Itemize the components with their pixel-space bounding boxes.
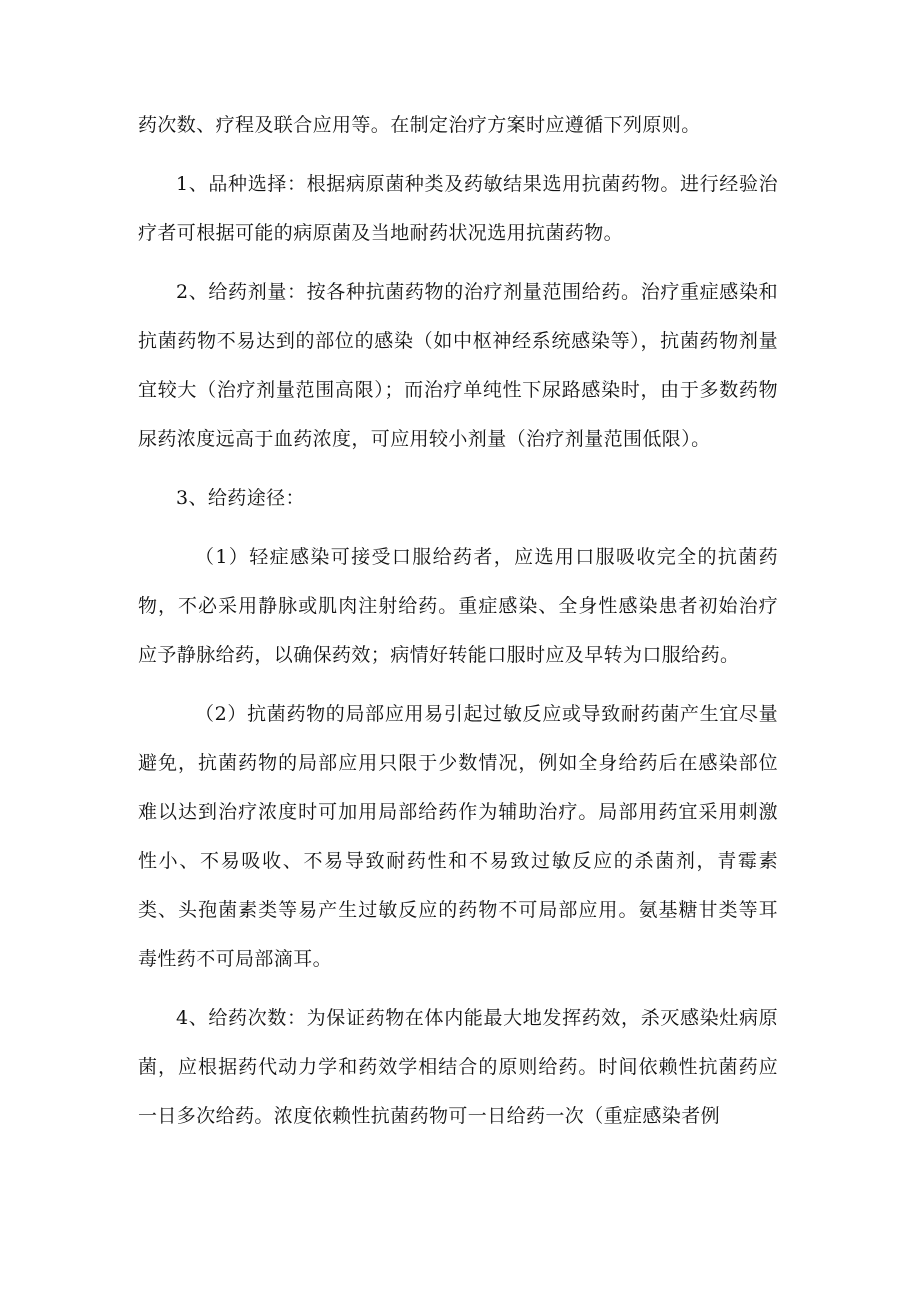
paragraph-frequency: 4、给药次数：为保证药物在体内能最大地发挥药效，杀灭感染灶病原菌，应根据药代动力学和药效学相结合的原则给药。时间依赖性抗菌药应一日多次给药。浓度依赖性抗菌药物可一日给药一次（重症感染者例 bbox=[138, 1007, 778, 1127]
paragraph-route-oral: （1）轻症感染可接受口服给药者，应选用口服吸收完全的抗菌药物，不必采用静脉或肌肉注射给药。重症感染、全身性感染患者初始治疗应予静脉给药，以确保药效；病情好转能口服时应及早转为口服给药。 bbox=[138, 546, 778, 666]
paragraph-drug-selection: 1、品种选择：根据病原菌种类及药敏结果选用抗菌药物。进行经验治疗者可根据可能的病原菌及当地耐药状况选用抗菌药物。 bbox=[138, 173, 778, 244]
document-body bbox=[138, 101, 778, 1141]
paragraph-dosage: 2、给药剂量：按各种抗菌药物的治疗剂量范围给药。治疗重症感染和抗菌药物不易达到的部位的感染（如中枢神经系统感染等），抗菌药物剂量宜较大（治疗剂量范围高限）；而治疗单纯性下尿路感染时，由于多数药物尿药浓度远高于血药浓度，可应用较小剂量（治疗剂量范围低限）。 bbox=[138, 281, 778, 450]
paragraph-continuation: 药次数、疗程及联合应用等。在制定治疗方案时应遵循下列原则。 bbox=[138, 114, 701, 136]
paragraph-route-heading: 3、给药途径： bbox=[176, 487, 305, 509]
paragraph-route-local: （2）抗菌药物的局部应用易引起过敏反应或导致耐药菌产生宜尽量避免，抗菌药物的局部应用只限于少数情况，例如全身给药后在感染部位难以达到治疗浓度时可加用局部给药作为辅助治疗。局部用药宜采用刺激性小、不易吸收、不易导致耐药性和不易致过敏反应的杀菌剂，青霉素类、头孢菌素类等易产生过敏反应的药物不可局部应用。氨基糖甘类等耳毒性药不可局部滴耳。 bbox=[138, 703, 778, 970]
